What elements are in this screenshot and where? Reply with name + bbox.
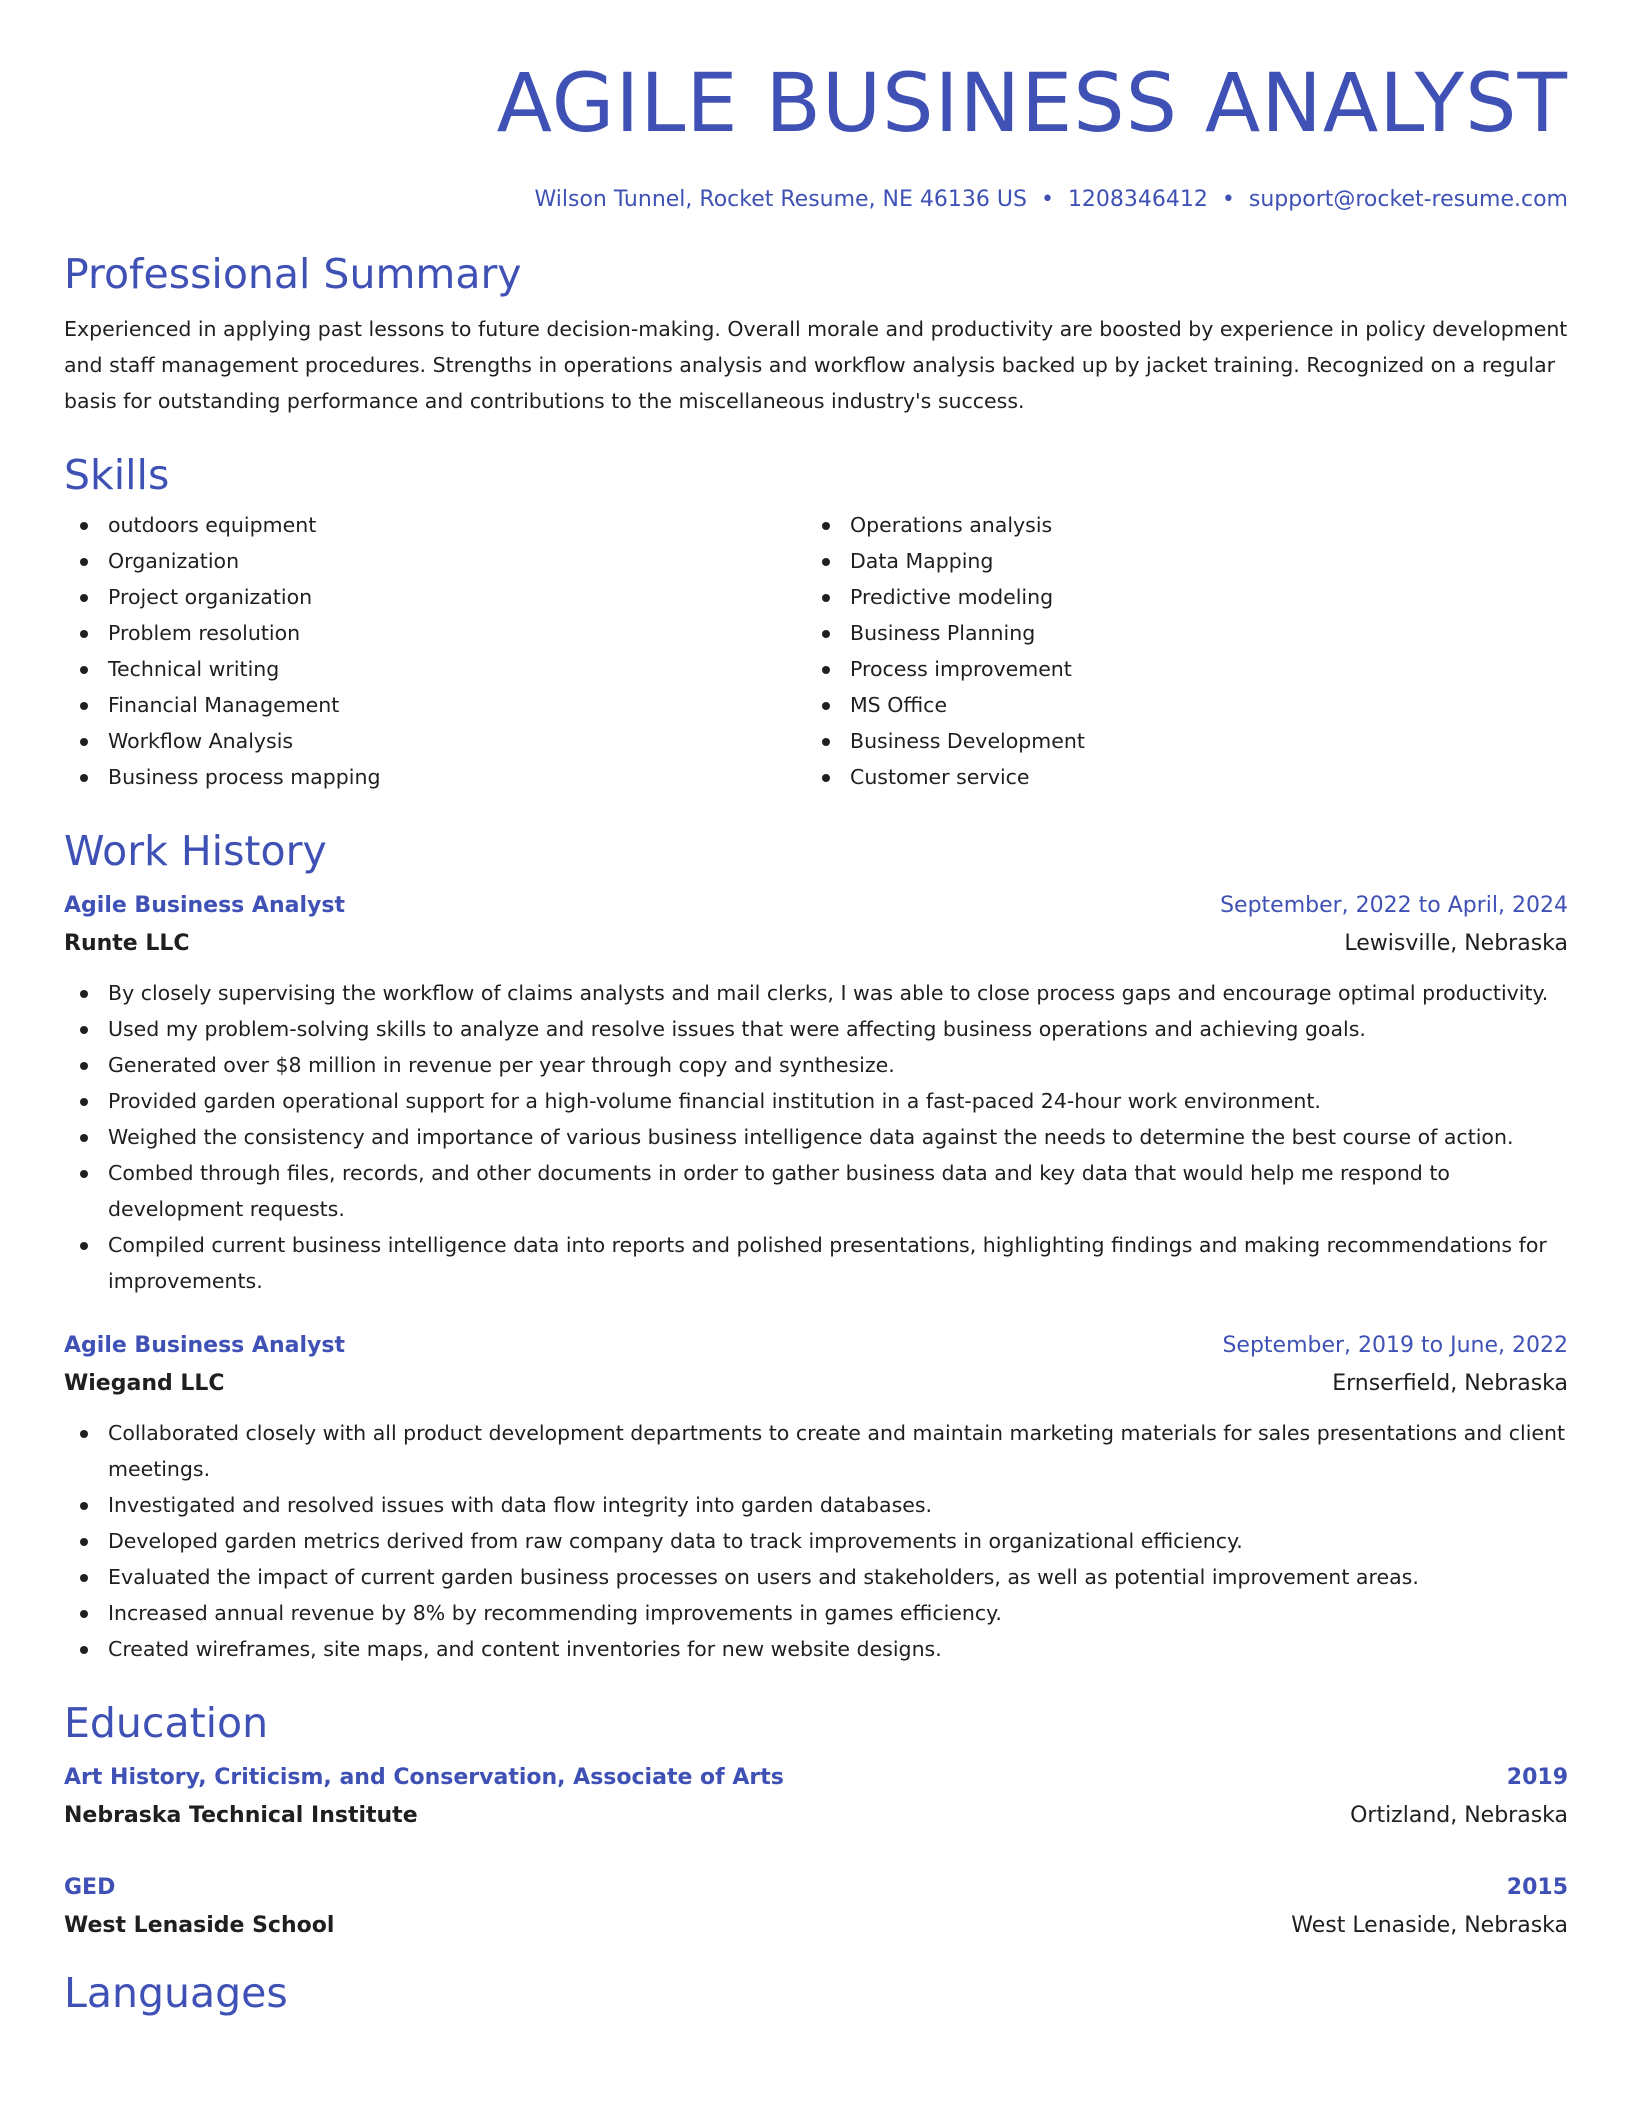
job-dates: September, 2019 to June, 2022 [1222, 1333, 1568, 1358]
education-location: West Lenaside, Nebraska [1291, 1913, 1568, 1938]
job-bullet: Increased annual revenue by 8% by recommending improvements in games efficiency. [64, 1595, 1568, 1631]
education-degree-row [64, 1869, 1568, 1907]
candidate-title: AGILE BUSINESS ANALYST [496, 57, 1568, 151]
contact-phone: 1208346412 [1067, 187, 1208, 212]
job-location: Lewisville, Nebraska [1344, 931, 1568, 956]
job-bullet: Provided garden operational support for a high-volume financial institution in a fast-paced 24-hour work environment. [64, 1083, 1568, 1119]
skill-item: Workflow Analysis [64, 723, 806, 759]
job-bullets [64, 975, 1568, 1299]
job-bullet: Generated over $8 million in revenue per year through copy and synthesize. [64, 1047, 1568, 1083]
education-school-row [64, 1797, 1568, 1835]
job-title-row [64, 887, 1568, 925]
skills-section [64, 449, 1568, 795]
skill-item: Problem resolution [64, 615, 806, 651]
education-location: Ortizland, Nebraska [1350, 1803, 1568, 1828]
skill-item: Business Development [806, 723, 1548, 759]
job-bullets [64, 1415, 1568, 1667]
skill-item: Business process mapping [64, 759, 806, 795]
work-history-section [64, 825, 1568, 1667]
skill-item: outdoors equipment [64, 507, 806, 543]
job-company: Runte LLC [64, 931, 190, 956]
education-heading: Education [64, 1699, 269, 1747]
languages-section [64, 1967, 1568, 2019]
job-bullet: Compiled current business intelligence data into reports and polished presentations, highlighting findings and making recommendations for improvements. [64, 1227, 1568, 1299]
skill-item: Data Mapping [806, 543, 1548, 579]
job-dates: September, 2022 to April, 2024 [1220, 893, 1568, 918]
education-year: 2015 [1506, 1875, 1568, 1900]
education-entry [64, 1759, 1568, 1835]
resume-header [64, 0, 1568, 215]
education-section [64, 1697, 1568, 1945]
education-degree-row [64, 1759, 1568, 1797]
education-entry [64, 1869, 1568, 1945]
contact-separator: • [1221, 187, 1235, 212]
job-title: Agile Business Analyst [64, 1333, 345, 1358]
summary-section [64, 248, 1568, 419]
skill-item: Financial Management [64, 687, 806, 723]
work-history-heading: Work History [64, 827, 327, 875]
summary-heading: Professional Summary [64, 250, 522, 298]
job-bullet: Investigated and resolved issues with data flow integrity into garden databases. [64, 1487, 1568, 1523]
contact-email[interactable]: support@rocket-resume.com [1248, 187, 1568, 212]
job-entry [64, 1327, 1568, 1667]
education-school-row [64, 1907, 1568, 1945]
skills-right-list [806, 507, 1548, 795]
job-location: Ernserfield, Nebraska [1332, 1371, 1568, 1396]
job-title: Agile Business Analyst [64, 893, 345, 918]
skill-item: Project organization [64, 579, 806, 615]
job-bullet: Developed garden metrics derived from raw company data to track improvements in organizational efficiency. [64, 1523, 1568, 1559]
job-entry [64, 887, 1568, 1299]
job-company: Wiegand LLC [64, 1371, 225, 1396]
contact-separator: • [1040, 187, 1054, 212]
skills-columns [64, 507, 1568, 795]
skills-left-list [64, 507, 806, 795]
job-bullet: Used my problem-solving skills to analyze and resolve issues that were affecting business operations and achieving goals. [64, 1011, 1568, 1047]
skill-item: Predictive modeling [806, 579, 1548, 615]
job-bullet: Collaborated closely with all product development departments to create and maintain marketing materials for sales presentations and client meetings. [64, 1415, 1568, 1487]
job-bullet: Weighed the consistency and importance of various business intelligence data against the needs to determine the best course of action. [64, 1119, 1568, 1155]
education-school: West Lenaside School [64, 1913, 335, 1938]
job-bullet: Created wireframes, site maps, and content inventories for new website designs. [64, 1631, 1568, 1667]
job-bullet: Combed through files, records, and other documents in order to gather business data and key data that would help me respond to development requests. [64, 1155, 1568, 1227]
summary-text: Experienced in applying past lessons to future decision-making. Overall morale and productivity are boosted by experience in policy development and staff management procedures. Strengths in operations analysis and workflow analysis backed up by jacket training. Recognized on a regular basis for outstanding performance and contributions to the miscellaneous industry's success. [64, 317, 1568, 413]
skill-item: Operations analysis [806, 507, 1548, 543]
contact-address: Wilson Tunnel, Rocket Resume, NE 46136 US [534, 187, 1027, 212]
education-school: Nebraska Technical Institute [64, 1803, 418, 1828]
skill-item: Organization [64, 543, 806, 579]
contact-line [64, 185, 1568, 215]
skill-item: Technical writing [64, 651, 806, 687]
education-year: 2019 [1506, 1765, 1568, 1790]
languages-heading: Languages [64, 1969, 288, 2017]
job-bullet: By closely supervising the workflow of claims analysts and mail clerks, I was able to close process gaps and encourage optimal productivity. [64, 975, 1568, 1011]
skill-item: Process improvement [806, 651, 1548, 687]
job-company-row [64, 925, 1568, 963]
skills-heading: Skills [64, 451, 170, 499]
skill-item: Customer service [806, 759, 1548, 795]
education-degree: GED [64, 1875, 116, 1900]
education-degree: Art History, Criticism, and Conservation, Associate of Arts [64, 1765, 784, 1790]
job-company-row [64, 1365, 1568, 1403]
job-title-row [64, 1327, 1568, 1365]
skill-item: Business Planning [806, 615, 1548, 651]
skill-item: MS Office [806, 687, 1548, 723]
job-bullet: Evaluated the impact of current garden business processes on users and stakeholders, as well as potential improvement areas. [64, 1559, 1568, 1595]
